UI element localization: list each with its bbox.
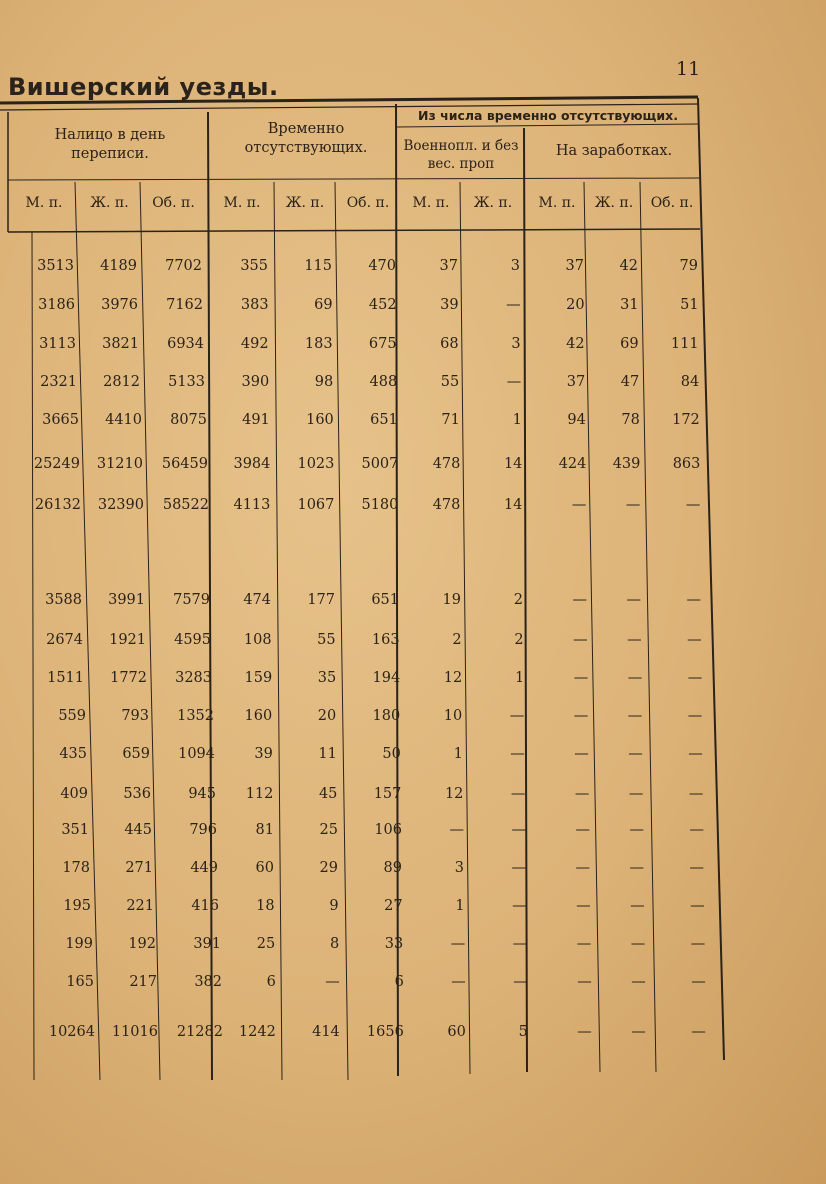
table-cell: 78 bbox=[621, 412, 640, 428]
table-cell: 31210 bbox=[96, 456, 143, 472]
table-cell: — bbox=[575, 822, 590, 838]
table-cell: 2812 bbox=[103, 374, 140, 390]
table-cell: 47 bbox=[620, 374, 640, 390]
table-cell: 20 bbox=[566, 297, 585, 313]
table-cell: 1094 bbox=[178, 746, 215, 762]
table-cell: — bbox=[571, 497, 587, 513]
table-cell: 2321 bbox=[40, 374, 77, 390]
table-cell: 8 bbox=[329, 936, 340, 952]
table-cell: 157 bbox=[373, 786, 402, 802]
table-cell: — bbox=[626, 592, 641, 608]
table-cell: 3113 bbox=[39, 336, 76, 352]
table-cell: 106 bbox=[374, 822, 402, 838]
table-cell: 195 bbox=[63, 898, 91, 914]
table-cell: 1656 bbox=[366, 1024, 404, 1040]
table-cell: 19 bbox=[442, 592, 461, 608]
table-cell: — bbox=[689, 860, 704, 876]
table-cell: 112 bbox=[245, 786, 274, 802]
table-cell: 1023 bbox=[297, 456, 335, 472]
table-cell: 651 bbox=[370, 412, 398, 428]
table-cell: 165 bbox=[66, 974, 94, 990]
table-cell: 3976 bbox=[101, 297, 138, 313]
table-cell: 488 bbox=[369, 374, 398, 390]
column-label: Об. п. bbox=[346, 195, 390, 211]
table-cell: 20 bbox=[317, 708, 337, 724]
table-cell: 559 bbox=[58, 708, 86, 724]
table-cell: 199 bbox=[65, 936, 93, 952]
table-cell: 71 bbox=[441, 412, 460, 428]
table-cell: 192 bbox=[128, 936, 156, 952]
table-cell: — bbox=[689, 822, 704, 838]
table-cell: 383 bbox=[240, 297, 269, 313]
table-cell: 35 bbox=[317, 670, 337, 686]
table-cell: 1 bbox=[512, 412, 522, 428]
table-cell: — bbox=[687, 670, 703, 686]
column-label: Об. п. bbox=[650, 195, 694, 211]
table-cell: 2 bbox=[513, 592, 523, 608]
column-label: М. п. bbox=[412, 195, 450, 211]
table-cell: — bbox=[687, 708, 703, 724]
table-cell: 659 bbox=[122, 746, 150, 762]
column-label: Ж. п. bbox=[473, 195, 513, 211]
table-cell: 416 bbox=[191, 898, 219, 914]
table-cell: 194 bbox=[372, 670, 401, 686]
table-cell: 445 bbox=[124, 822, 152, 838]
table-cell: — bbox=[325, 974, 340, 990]
table-cell: 180 bbox=[372, 708, 401, 724]
table-cell: 3186 bbox=[38, 297, 75, 313]
column-label: Ж. п. bbox=[594, 195, 634, 211]
table-cell: — bbox=[688, 746, 703, 762]
table-cell: 4189 bbox=[100, 258, 137, 274]
table-cell: 5007 bbox=[361, 456, 399, 472]
table-cell: 1 bbox=[453, 746, 463, 762]
table-cell: 10 bbox=[443, 708, 463, 724]
table-cell: 863 bbox=[672, 456, 701, 472]
table-cell: — bbox=[577, 974, 592, 990]
table-cell: 31 bbox=[620, 297, 639, 313]
table-cell: — bbox=[511, 860, 526, 876]
table-cell: 3588 bbox=[45, 592, 82, 608]
table-cell: 3991 bbox=[108, 592, 145, 608]
table-cell: — bbox=[512, 936, 528, 952]
table-cell: 3984 bbox=[233, 456, 271, 472]
table-cell: — bbox=[628, 746, 643, 762]
table-cell: 4410 bbox=[105, 412, 142, 428]
table-cell: 12 bbox=[444, 786, 464, 802]
column-label: Ж. п. bbox=[90, 195, 129, 211]
table-cell: 5180 bbox=[361, 497, 399, 513]
table-cell: 1067 bbox=[297, 497, 335, 513]
table-cell: 25 bbox=[319, 822, 338, 838]
table-cell: 11016 bbox=[111, 1024, 158, 1040]
table-cell: 42 bbox=[566, 336, 585, 352]
table-cell: 160 bbox=[306, 412, 334, 428]
table-cell: 14 bbox=[503, 497, 523, 513]
table-cell: — bbox=[686, 592, 701, 608]
table-cell: 60 bbox=[447, 1024, 466, 1040]
table-cell: — bbox=[575, 860, 590, 876]
table-cell: — bbox=[627, 632, 642, 648]
table-cell: 11 bbox=[318, 746, 337, 762]
table-cell: — bbox=[576, 936, 592, 952]
table-cell: 37 bbox=[566, 374, 586, 390]
table-cell: — bbox=[510, 746, 525, 762]
table-cell: 449 bbox=[190, 860, 218, 876]
table-cell: 10264 bbox=[48, 1024, 95, 1040]
table-cell: 478 bbox=[432, 456, 461, 472]
table-cell: 221 bbox=[126, 898, 154, 914]
table-cell: 37 bbox=[439, 258, 458, 274]
table-cell: 55 bbox=[440, 374, 460, 390]
table-cell: — bbox=[685, 497, 701, 513]
table-cell: 492 bbox=[240, 336, 269, 352]
table-cell: 5 bbox=[518, 1024, 528, 1040]
table-cell: — bbox=[510, 786, 526, 802]
table-cell: 177 bbox=[307, 592, 335, 608]
table-cell: — bbox=[572, 592, 587, 608]
table-cell: — bbox=[688, 786, 704, 802]
table-cell: 651 bbox=[371, 592, 399, 608]
table-cell: 435 bbox=[59, 746, 87, 762]
table-cell: 178 bbox=[62, 860, 90, 876]
table-cell: 94 bbox=[567, 412, 586, 428]
table-cell: 111 bbox=[670, 336, 699, 352]
table-cell: 25 bbox=[256, 936, 276, 952]
table-cell: — bbox=[627, 670, 643, 686]
table-cell: 675 bbox=[368, 336, 397, 352]
table-cell: — bbox=[512, 898, 527, 914]
table-cell: 452 bbox=[368, 297, 397, 313]
page-heading: Вишерский уезды. bbox=[8, 73, 279, 101]
table-cell: 32390 bbox=[97, 497, 144, 513]
table-cell: 271 bbox=[125, 860, 153, 876]
table-cell: — bbox=[691, 974, 706, 990]
header-prisoners: Военнопл. и без вес. проп bbox=[403, 138, 519, 172]
table-cell: 50 bbox=[382, 746, 401, 762]
table-cell: 69 bbox=[620, 336, 639, 352]
table-cell: — bbox=[451, 974, 466, 990]
table-cell: 3821 bbox=[102, 336, 139, 352]
table-cell: 7579 bbox=[173, 592, 210, 608]
table-cell: — bbox=[628, 786, 644, 802]
table-cell: 160 bbox=[244, 708, 273, 724]
table-cell: 1921 bbox=[109, 632, 146, 648]
table-cell: — bbox=[630, 936, 646, 952]
table-cell: 7702 bbox=[165, 258, 202, 274]
table-cell: 6 bbox=[394, 974, 404, 990]
table-cell: 56459 bbox=[161, 456, 208, 472]
table-cell: 163 bbox=[371, 632, 400, 648]
column-label: М. п. bbox=[25, 195, 63, 211]
table-cell: 3665 bbox=[42, 412, 79, 428]
table-cell: 69 bbox=[314, 297, 333, 313]
table-cell: 1242 bbox=[238, 1024, 276, 1040]
table-cell: — bbox=[449, 822, 464, 838]
table-cell: — bbox=[629, 822, 644, 838]
table-cell: 26132 bbox=[34, 497, 81, 513]
table-cell: 2 bbox=[514, 632, 524, 648]
table-cell: 108 bbox=[243, 632, 272, 648]
table-cell: 3 bbox=[510, 258, 520, 274]
table-cell: 39 bbox=[254, 746, 273, 762]
header-present: Налицо в день переписи. bbox=[54, 127, 166, 162]
table-cell: 58522 bbox=[162, 497, 209, 513]
column-label: Ж. п. bbox=[285, 195, 325, 211]
table-cell: 6934 bbox=[167, 336, 204, 352]
table-cell: — bbox=[511, 822, 526, 838]
table-cell: 414 bbox=[312, 1024, 340, 1040]
table-cell: — bbox=[506, 374, 522, 390]
table-cell: 9 bbox=[329, 898, 339, 914]
table-cell: 3283 bbox=[175, 670, 212, 686]
table-cell: 536 bbox=[123, 786, 151, 802]
table-cell: — bbox=[630, 898, 645, 914]
table-cell: 37 bbox=[565, 258, 584, 274]
table-cell: 81 bbox=[255, 822, 274, 838]
page-number: 11 bbox=[676, 58, 701, 80]
table-cell: — bbox=[631, 974, 646, 990]
table-cell: 25249 bbox=[33, 456, 80, 472]
table-cell: 33 bbox=[384, 936, 404, 952]
table-cell: — bbox=[450, 936, 466, 952]
table-cell: — bbox=[513, 974, 528, 990]
table-cell: 470 bbox=[368, 258, 396, 274]
table-cell: — bbox=[629, 860, 644, 876]
table-cell: 3513 bbox=[37, 258, 74, 274]
table-cell: 217 bbox=[129, 974, 157, 990]
table-cell: 1352 bbox=[177, 708, 214, 724]
table-cell: 355 bbox=[240, 258, 268, 274]
table-cell: 4595 bbox=[174, 632, 211, 648]
table-cell: — bbox=[573, 670, 589, 686]
table-cell: 18 bbox=[256, 898, 275, 914]
table-cell: 6 bbox=[266, 974, 276, 990]
table-cell: 4113 bbox=[233, 497, 271, 513]
table-cell: 391 bbox=[193, 936, 221, 952]
table-cell: 183 bbox=[304, 336, 333, 352]
table-cell: — bbox=[687, 632, 702, 648]
table-cell: 98 bbox=[314, 374, 334, 390]
table-cell: — bbox=[691, 1024, 706, 1040]
table-cell: 115 bbox=[304, 258, 332, 274]
table-cell: 409 bbox=[60, 786, 88, 802]
table-cell: 382 bbox=[194, 974, 222, 990]
table-cell: 27 bbox=[384, 898, 403, 914]
table-cell: — bbox=[573, 632, 588, 648]
table-cell: 60 bbox=[255, 860, 274, 876]
table-cell: — bbox=[509, 708, 525, 724]
header-earnings: На заработках. bbox=[555, 143, 673, 159]
table-cell: — bbox=[573, 708, 589, 724]
table-cell: 14 bbox=[503, 456, 523, 472]
table-cell: — bbox=[690, 898, 705, 914]
table-cell: 491 bbox=[242, 412, 270, 428]
table-cell: 79 bbox=[679, 258, 698, 274]
table-cell: 3 bbox=[511, 336, 521, 352]
table-cell: 796 bbox=[189, 822, 217, 838]
table-cell: 21282 bbox=[176, 1024, 223, 1040]
column-label: М. п. bbox=[223, 195, 261, 211]
table-cell: 2674 bbox=[46, 632, 83, 648]
column-label: Об. п. bbox=[152, 195, 195, 211]
table-cell: 42 bbox=[619, 258, 638, 274]
table-cell: 390 bbox=[241, 374, 270, 390]
header-temporarily-absent: Временно отсутствующих. bbox=[244, 121, 368, 156]
table-cell: 3 bbox=[454, 860, 464, 876]
table-cell: 1 bbox=[455, 898, 465, 914]
table-cell: 439 bbox=[612, 456, 641, 472]
table-cell: — bbox=[690, 936, 706, 952]
table-cell: 1772 bbox=[110, 670, 147, 686]
table-cell: — bbox=[576, 898, 591, 914]
table-cell: 84 bbox=[680, 374, 700, 390]
table-cell: — bbox=[625, 497, 641, 513]
table-cell: 29 bbox=[319, 860, 338, 876]
table-cell: 5133 bbox=[168, 374, 205, 390]
table-cell: 2 bbox=[452, 632, 462, 648]
table-cell: 478 bbox=[432, 497, 461, 513]
table-cell: 89 bbox=[383, 860, 402, 876]
table-cell: 159 bbox=[244, 670, 273, 686]
table-cell: 39 bbox=[440, 297, 459, 313]
table-cell: 12 bbox=[443, 670, 463, 686]
table-cell: 172 bbox=[672, 412, 700, 428]
table-cell: — bbox=[627, 708, 643, 724]
table-cell: 45 bbox=[318, 786, 338, 802]
table-cell: 55 bbox=[317, 632, 336, 648]
header-of-which: Из числа временно отсутствующих. bbox=[418, 108, 678, 123]
table-cell: — bbox=[574, 786, 590, 802]
table-cell: 424 bbox=[558, 456, 587, 472]
table-cell: 68 bbox=[440, 336, 459, 352]
table-cell: — bbox=[506, 297, 521, 313]
table-cell: 474 bbox=[243, 592, 271, 608]
table-cell: — bbox=[574, 746, 589, 762]
table-cell: 51 bbox=[680, 297, 699, 313]
table-cell: — bbox=[631, 1024, 646, 1040]
table-cell: 945 bbox=[188, 786, 216, 802]
table-cell: 7162 bbox=[166, 297, 203, 313]
table-cell: 1511 bbox=[47, 670, 84, 686]
table-cell: 8075 bbox=[170, 412, 207, 428]
table-cell: 351 bbox=[61, 822, 89, 838]
column-label: М. п. bbox=[538, 195, 576, 211]
table-cell: — bbox=[577, 1024, 592, 1040]
table-cell: 1 bbox=[514, 670, 525, 686]
table-cell: 793 bbox=[121, 708, 149, 724]
